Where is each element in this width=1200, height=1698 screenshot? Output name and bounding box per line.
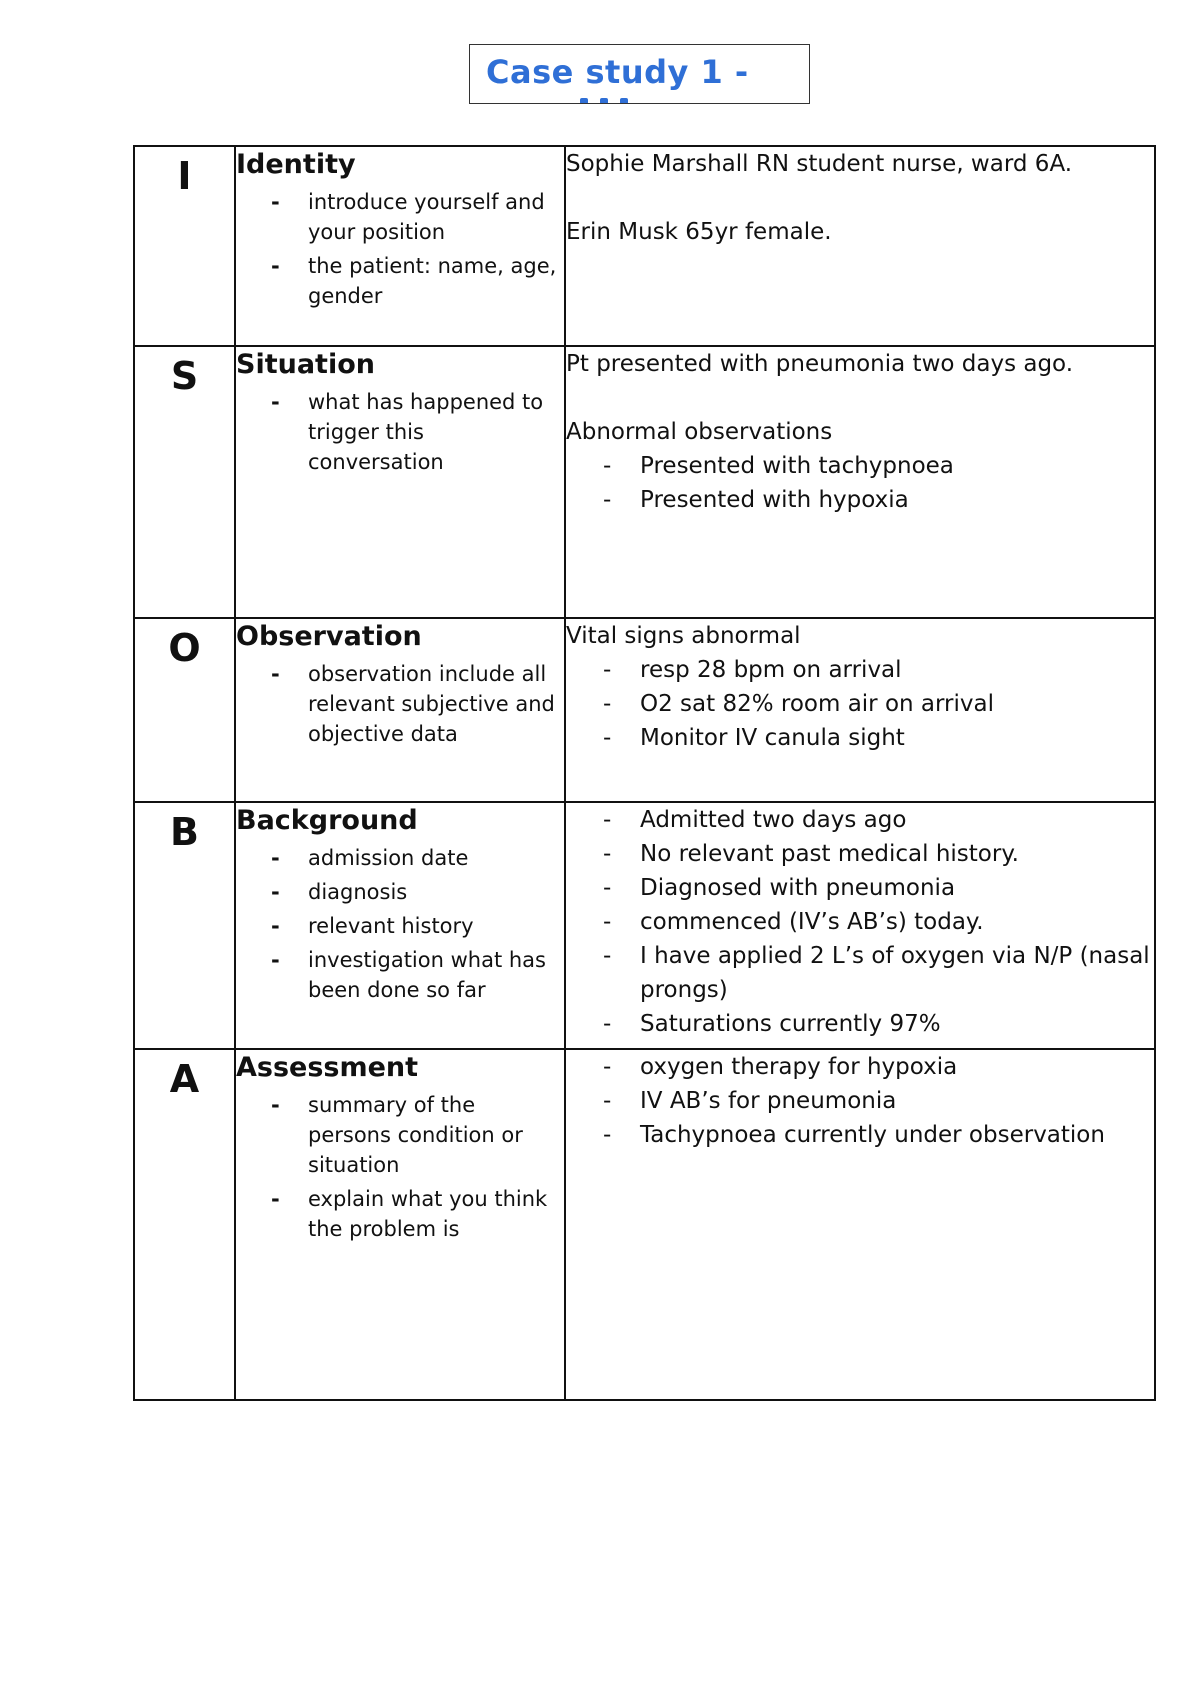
note-item: - resp 28 bpm on arrival — [566, 653, 1154, 687]
title-clipped-line — [580, 93, 670, 104]
prompt-item: - observation include all relevant subjective and objective data — [236, 659, 564, 749]
situation-summary: Pt presented with pneumonia two days ago. — [566, 351, 1074, 377]
note-item: - Admitted two days ago — [566, 803, 1154, 837]
row-letter: I — [177, 154, 192, 198]
note-item: - Tachypnoea currently under observation — [566, 1118, 1154, 1152]
prompt-item: - diagnosis — [236, 877, 564, 907]
prompt-item: - what has happened to trigger this conversation — [236, 387, 564, 477]
note-item: - IV AB’s for pneumonia — [566, 1084, 1154, 1118]
identity-nurse: Sophie Marshall RN student nurse, ward 6A. — [566, 151, 1073, 177]
prompt-item: - explain what you think the problem is — [236, 1184, 564, 1244]
title-box — [469, 44, 810, 104]
prompt-item: - admission date — [236, 843, 564, 873]
row-identity — [134, 146, 1155, 346]
note-item: - Saturations currently 97% — [566, 1007, 1154, 1041]
note-item: - No relevant past medical history. — [566, 837, 1154, 871]
row-letter: O — [168, 626, 201, 670]
row-heading: Background — [236, 805, 418, 836]
situation-subheading: Abnormal observations — [566, 419, 833, 445]
isobar-table — [133, 145, 1156, 1401]
prompt-item: - summary of the persons condition or situation — [236, 1090, 564, 1180]
row-letter: S — [170, 354, 199, 398]
note-item: - Diagnosed with pneumonia — [566, 871, 1154, 905]
observation-summary: Vital signs abnormal — [566, 623, 801, 649]
row-heading: Assessment — [236, 1052, 419, 1083]
row-observation — [134, 618, 1155, 802]
row-situation — [134, 346, 1155, 618]
prompt-item: - investigation what has been done so far — [236, 945, 564, 1005]
document-title: Case study 1 - — [486, 53, 749, 91]
row-heading: Situation — [236, 349, 375, 380]
note-item: - Presented with hypoxia — [566, 483, 1154, 517]
row-heading: Observation — [236, 621, 422, 652]
row-letter: B — [170, 810, 199, 854]
note-item: - O2 sat 82% room air on arrival — [566, 687, 1154, 721]
prompt-item: - the patient: name, age, gender — [236, 251, 564, 311]
row-heading: Identity — [236, 149, 356, 180]
note-item: - oxygen therapy for hypoxia — [566, 1050, 1154, 1084]
identity-patient: Erin Musk 65yr female. — [566, 219, 832, 245]
prompt-item: - introduce yourself and your position — [236, 187, 564, 247]
note-item: - Presented with tachypnoea — [566, 449, 1154, 483]
prompt-item: - relevant history — [236, 911, 564, 941]
row-background — [134, 802, 1155, 1049]
row-assessment — [134, 1049, 1155, 1400]
note-item: - Monitor IV canula sight — [566, 721, 1154, 755]
note-item: - commenced (IV’s AB’s) today. — [566, 905, 1154, 939]
note-item: - I have applied 2 L’s of oxygen via N/P (nasal prongs) — [566, 939, 1154, 1007]
row-letter: A — [169, 1057, 200, 1101]
